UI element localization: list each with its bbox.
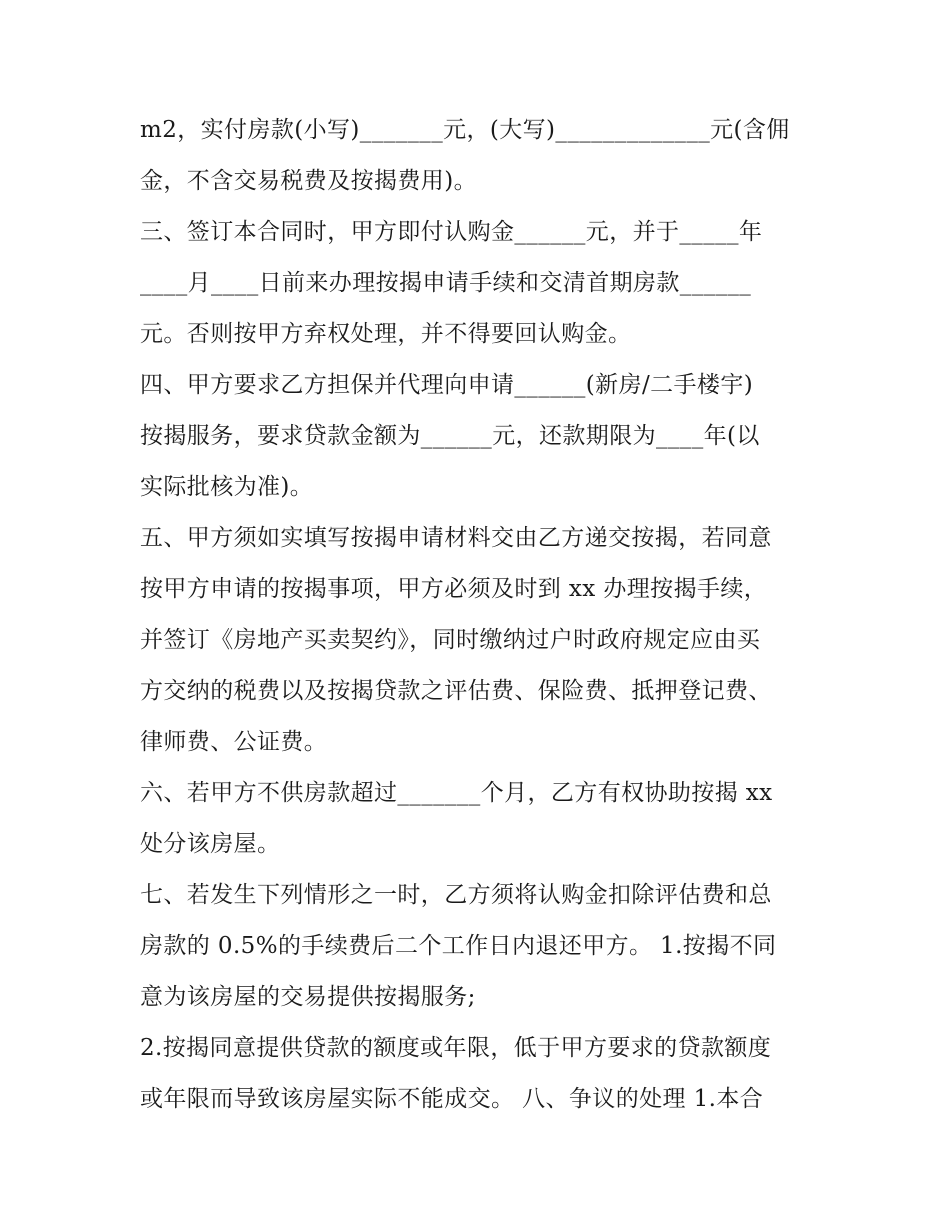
text-line: 六、若甲方不供房款超过_______个月，乙方有权协助按揭 xx: [140, 780, 773, 806]
text-line: 方交纳的税费以及按揭贷款之评估费、保险费、抵押登记费、: [140, 678, 772, 704]
text-line: 元。否则按甲方弃权处理，并不得要回认购金。: [140, 321, 632, 347]
text-line: 实际批核为准)。: [140, 474, 314, 500]
text-line: 三、签订本合同时，甲方即付认购金______元，并于_____年: [140, 219, 763, 245]
text-line: 律师费、公证费。: [140, 729, 328, 755]
document-body: [140, 108, 820, 1128]
text-line: 按甲方申请的按揭事项，甲方必须及时到 xx 办理按揭手续，: [140, 576, 768, 602]
text-line: 金，不含交易税费及按揭费用)。: [140, 168, 477, 194]
text-line: ____月____日前来办理按揭申请手续和交清首期房款______: [140, 270, 752, 296]
text-line: 按揭服务，要求贷款金额为______元，还款期限为____年(以: [140, 423, 760, 449]
text-line: 并签订《房地产买卖契约》，同时缴纳过户时政府规定应由买: [140, 627, 761, 653]
text-line: 2.按揭同意提供贷款的额度或年限，低于甲方要求的贷款额度: [140, 1035, 772, 1061]
text-line: 四、甲方要求乙方担保并代理向申请______(新房/二手楼宇): [140, 372, 754, 398]
text-line: 意为该房屋的交易提供按揭服务;: [140, 984, 476, 1010]
text-line: 房款的 0.5%的手续费后二个工作日内退还甲方。 1.按揭不同: [140, 933, 777, 959]
text-line: 五、甲方须如实填写按揭申请材料交由乙方递交按揭，若同意: [140, 525, 772, 551]
text-line: 或年限而导致该房屋实际不能成交。 八、争议的处理 1.本合: [140, 1086, 764, 1112]
text-line: 处分该房屋。: [140, 831, 281, 857]
text-line: 七、若发生下列情形之一时，乙方须将认购金扣除评估费和总: [140, 882, 772, 908]
text-line: m2，实付房款(小写)_______元，(大写)_____________元(含佣: [140, 117, 790, 143]
